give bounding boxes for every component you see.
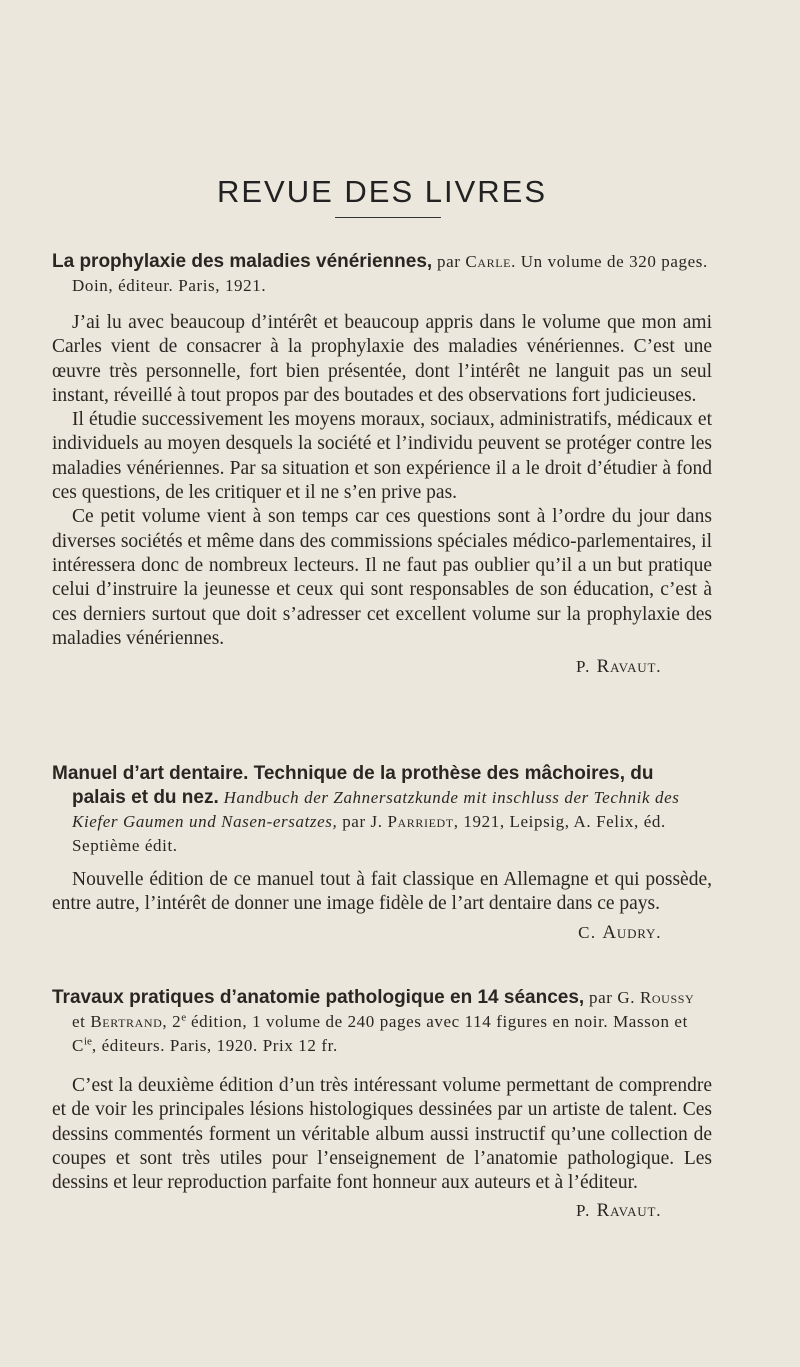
review-travaux-pratiques	[52, 986, 712, 1223]
book-title: Travaux pratiques d’anatomie pathologique en 14 séances,	[52, 987, 585, 1008]
review-art-dentaire	[52, 762, 712, 945]
book-reference: édition, 1 volume de 240 pages avec 114 figures en noir. Masson et C	[72, 1012, 688, 1055]
book-author: Bertrand	[90, 1012, 163, 1031]
paragraph: Ce petit volume vient à son temps car ces questions sont à l’ordre du jour dans diverses sociétés et même dans des commissions spéciales médico-parlementaires, il intéressera donc de nombreux lecteurs. Il ne faut pas oublier qu’il a un but pratique celui d’instruire la jeunesse et ceux qui sont responsables de son éducation, c’est à ces derniers surtout que doit s’adresser cet excellent volume sur la prophylaxie des maladies vénériennes.	[52, 506, 712, 649]
paragraph: C’est la deuxième édition d’un très intéressant volume permettant de comprendre et de voir les principales lésions histologiques dessinées par un artiste de talent. Ces dessins commentés forment un véritable album aussi instructif qu’une collection de coupes et sont très utiles pour l’enseignement de l’anatomie pathologique. Les dessins et leur reproduction parfaite font honneur aux auteurs et à l’éditeur.	[52, 1075, 712, 1194]
reviewer-signature: C. Audry.	[578, 921, 662, 943]
page-title: REVUE DES LIVRES	[216, 174, 548, 209]
book-title: La prophylaxie des maladies vénériennes,	[52, 251, 433, 272]
review-prophylaxie	[52, 250, 712, 679]
book-author: Roussy	[639, 988, 695, 1007]
book-reference: , 1921, Leipsig, A. Felix, éd. Septième édit.	[72, 812, 666, 855]
paragraph: J’ai lu avec beaucoup d’intérêt et beaucoup appris dans le volume que mon ami Carles vient de consacrer à la prophylaxie des maladies vénériennes. C’est une œuvre très personnelle, fort bien présentée, dont l’intérêt ne languit pas un seul instant, réveillé à tout propos par des boutades et des observations fort judicieuses.	[52, 312, 712, 406]
paragraph: Nouvelle édition de ce manuel tout à fait classique en Allemagne et qui possède, entre autre, l’intérêt de donner une image fidèle de l’art dentaire dans ce pays.	[52, 869, 712, 915]
title-underline	[335, 217, 441, 218]
book-author: Parriedt	[387, 812, 454, 831]
paragraph: Il étudie successivement les moyens moraux, sociaux, administratifs, médicaux et individuels au moyen desquels la société et l’individu peuvent se protéger contre les maladies vénériennes. Par sa situation et son expérience il a le droit d’étudier à fond ces questions, de les critiquer et il ne s’en prive pas.	[52, 409, 712, 504]
review-body	[52, 1074, 712, 1195]
review-body	[52, 311, 712, 651]
book-original-title: Handbuch der Zahnersatzkunde mit inschluss der Technik des Kiefer Gaumen und Nasen-ersatzes,	[72, 788, 680, 831]
review-heading: La prophylaxie des maladies vénériennes, par Carle. Un volume de 320 pages. Doin, éditeur. Paris, 1921.	[52, 251, 708, 295]
reviewer-signature: P. Ravaut.	[576, 656, 662, 678]
review-heading: Manuel d’art dentaire. Technique de la prothèse des mâchoires, du palais et du nez. Handbuch der Zahnersatzkunde mit inschluss der Technik des Kiefer Gaumen und Nasen-ersatzes, par J. Parriedt, 1921, Leipsig, A. Felix, éd. Septième édit.	[52, 763, 680, 855]
book-author: Carle	[465, 252, 512, 271]
reviewer-signature: P. Ravaut.	[576, 1200, 662, 1222]
review-body	[52, 868, 712, 917]
book-reference: . Un volume de 320 pages. Doin, éditeur. Paris, 1921.	[72, 252, 708, 295]
book-title: Manuel d’art dentaire. Technique de la prothèse des mâchoires, du palais et du nez.	[52, 763, 654, 808]
review-heading: Travaux pratiques d’anatomie pathologique en 14 séances, par G. Roussy et Bertrand, 2e édition, 1 volume de 240 pages avec 114 figures en noir. Masson et $C^{ie}$, éditeurs. Paris, 1920. Prix 12 fr.	[52, 987, 695, 1055]
